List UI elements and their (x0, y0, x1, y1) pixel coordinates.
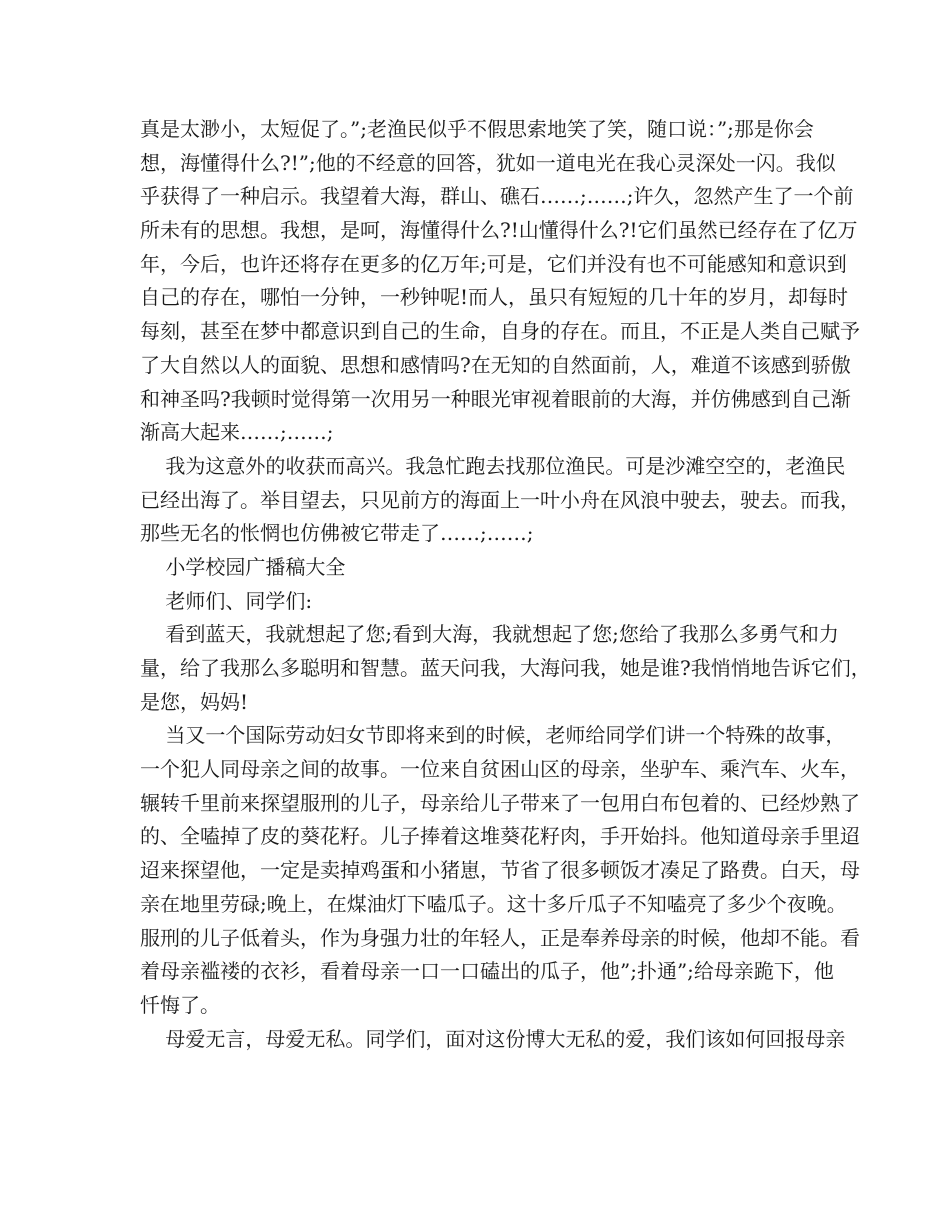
text-line: 渐高大起来……;……; (140, 420, 334, 445)
text-line: 我为这意外的收获而高兴。我急忙跑去找那位渔民。可是沙滩空空的，老渔民 (140, 453, 846, 478)
text-line: 乎获得了一种启示。我望着大海，群山、礁石……;……;许久，忽然产生了一个前 (140, 184, 854, 209)
text-line: 是您，妈妈! (140, 689, 249, 714)
text-line: 量，给了我那么多聪明和智慧。蓝天问我，大海问我，她是谁?我悄悄地告诉它们， (140, 656, 871, 680)
text-line: 想，海懂得什么?!”;他的不经意的回答，犹如一道电光在我心灵深处一闪。我似 (140, 150, 836, 175)
text-line: 那些无名的怅惘也仿佛被它带走了……;……; (140, 521, 534, 546)
text-line: 忏悔了。 (140, 992, 220, 1017)
text-line: 服刑的儿子低着头，作为身强力壮的年轻人，正是奉养母亲的时候，他却不能。看 (140, 925, 860, 950)
text-line: 当又一个国际劳动妇女节即将来到的时候，老师给同学们讲一个特殊的故事， (140, 723, 846, 748)
text-line: 了大自然以人的面貌、思想和感情吗?在无知的自然面前，人，难道不该感到骄傲 (140, 352, 851, 377)
text-line: 年，今后，也许还将存在更多的亿万年;可是，它们并没有也不可能感知和意识到 (140, 251, 847, 276)
text-line: 母爱无言，母爱无私。同学们，面对这份博大无私的爱，我们该如何回报母亲 (140, 1026, 846, 1051)
text-line: 自己的存在，哪怕一分钟，一秒钟呢!而人，虽只有短短的几十年的岁月，却每时 (140, 285, 849, 310)
text-line: 的、全嗑掉了皮的葵花籽。儿子捧着这堆葵花籽肉，手开始抖。他知道母亲手里迢 (140, 824, 860, 849)
text-line: 着母亲褴褛的衣衫，看着母亲一口一口磕出的瓜子，他”;扑通”;给母亲跪下，他 (140, 959, 834, 984)
text-line: 和神圣吗?我顿时觉得第一次用另一种眼光审视着眼前的大海，并仿佛感到自己渐 (140, 386, 851, 411)
text-line: 辗转千里前来探望服刑的儿子，母亲给儿子带来了一包用白布包着的、已经炒熟了 (140, 790, 860, 815)
salutation-line: 老师们、同学们: (140, 588, 313, 613)
document-body (140, 113, 871, 1056)
text-line: 一个犯人同母亲之间的故事。一位来自贫困山区的母亲，坐驴车、乘汽车、火车， (140, 757, 860, 782)
text-line: 每刻，甚至在梦中都意识到自己的生命，自身的存在。而且，不正是人类自己赋予 (140, 319, 860, 344)
text-line: 所未有的思想。我想，是呵，海懂得什么?!山懂得什么?!它们虽然已经存在了亿万 (140, 218, 858, 243)
heading-line: 小学校园广播稿大全 (140, 554, 346, 579)
text-line: 亲在地里劳碌;晚上，在煤油灯下嗑瓜子。这十多斤瓜子不知嗑亮了多少个夜晚。 (140, 891, 847, 916)
text-line: 迢来探望他，一定是卖掉鸡蛋和小猪崽，节省了很多顿饭才凑足了路费。白天，母 (140, 858, 860, 883)
text-line: 已经出海了。举目望去，只见前方的海面上一叶小舟在风浪中驶去，驶去。而我， (140, 487, 860, 512)
text-line: 真是太渺小，太短促了。”;老渔民似乎不假思索地笑了笑，随口说：”;那是你会 (140, 117, 814, 141)
text-line: 看到蓝天，我就想起了您;看到大海，我就想起了您;您给了我那么多勇气和力 (140, 622, 839, 647)
